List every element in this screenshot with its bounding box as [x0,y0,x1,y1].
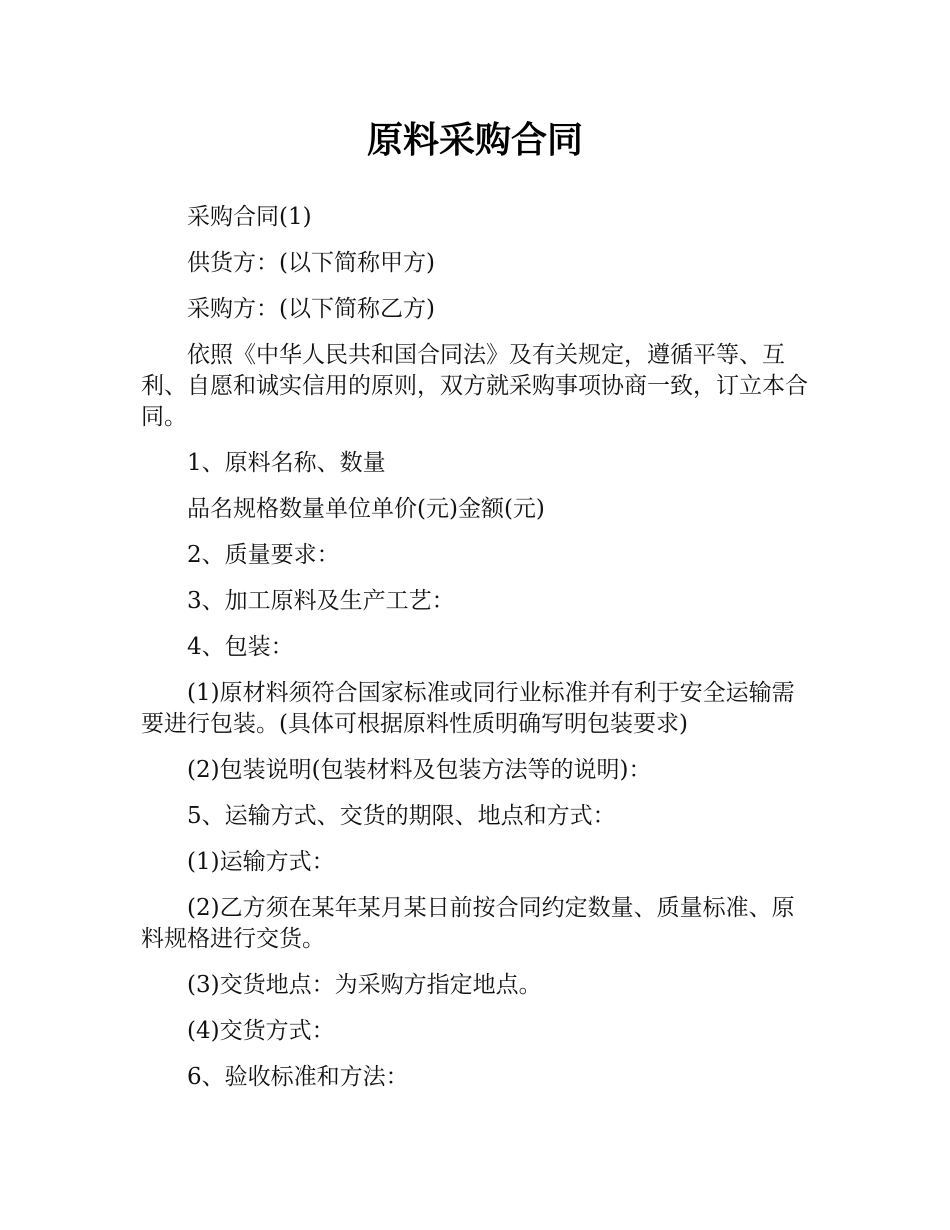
section-4-heading: 4、包装： [187,634,294,660]
section-2-heading: 2、质量要求： [187,542,340,568]
supplier-line: 供货方：(以下简称甲方) [187,250,435,276]
purchaser-line: 采购方：(以下简称乙方) [187,296,435,322]
delivery-clause-1: (1)运输方式： [187,849,335,875]
delivery-clause-2: (2)乙方须在某年某月某日前按合同约定数量、质量标准、原料规格进行交货。 [141,895,795,952]
document-body [141,202,813,1108]
document-title: 原料采购合同 [366,120,583,161]
section-3-heading: 3、加工原料及生产工艺： [187,588,455,614]
section-1-heading: 1、原料名称、数量 [187,450,386,476]
item-columns-line: 品名规格数量单位单价(元)金额(元) [187,496,545,522]
packaging-clause-2: (2)包装说明(包装材料及包装方法等的说明)： [187,757,652,783]
section-5-heading: 5、运输方式、交货的期限、地点和方式： [187,803,616,829]
delivery-clause-4: (4)交货方式： [187,1018,335,1044]
preamble-paragraph: 依照《中华人民共和国合同法》及有关规定，遵循平等、互利、自愿和诚实信用的原则，双方就采购事项协商一致，订立本合同。 [141,342,808,430]
delivery-clause-3: (3)交货地点：为采购方指定地点。 [187,972,542,998]
packaging-clause-1: (1)原材料须符合国家标准或同行业标准并有利于安全运输需要进行包装。(具体可根据原料性质明确写明包装要求) [141,680,795,737]
section-6-heading: 6、验收标准和方法： [187,1064,409,1090]
contract-number: 采购合同(1) [187,204,312,230]
